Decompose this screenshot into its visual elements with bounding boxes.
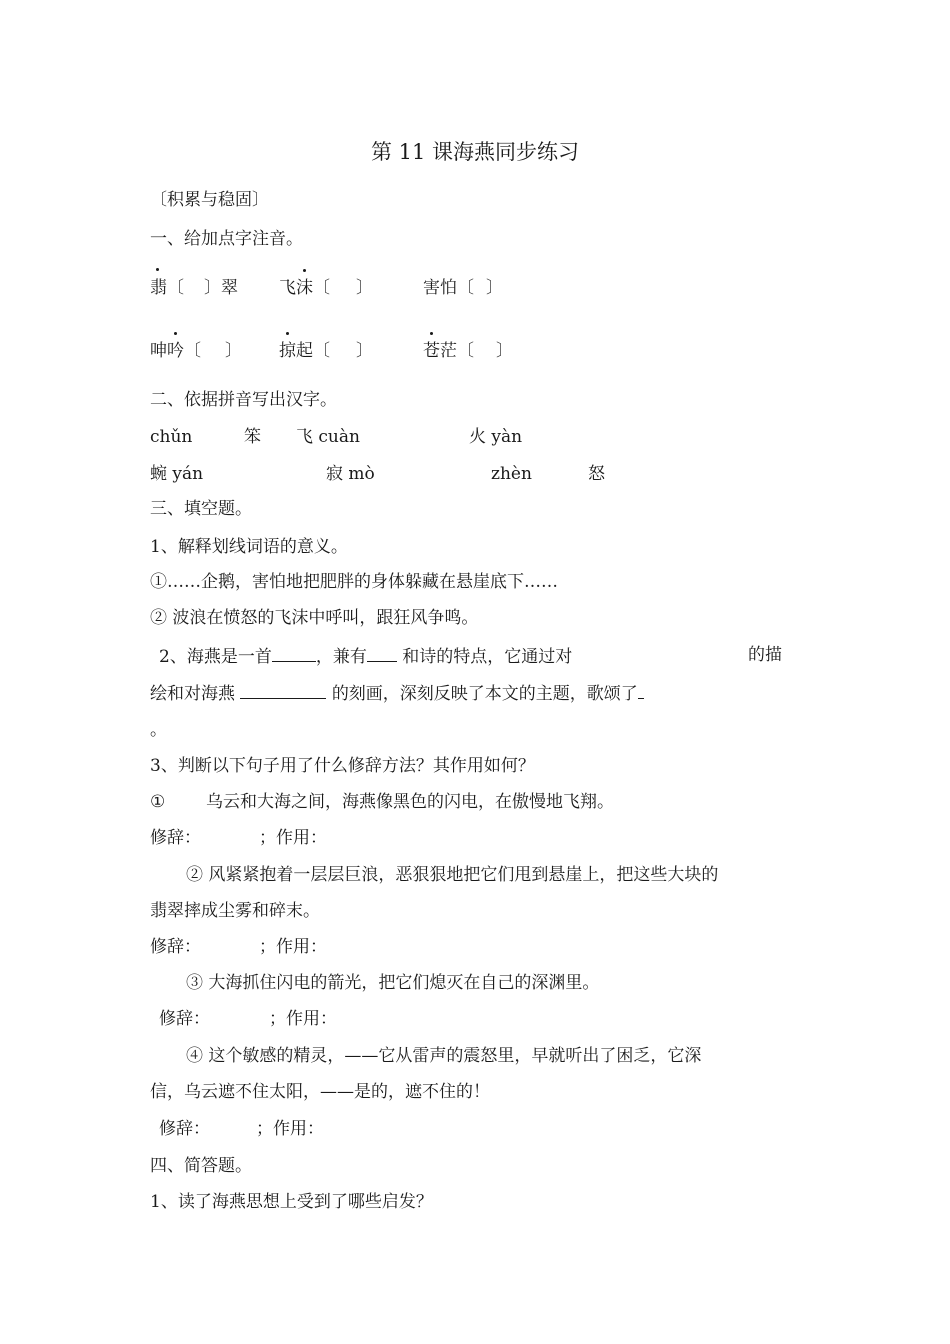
q3-sub1-a: ①……企鹅，害怕地把肥胖的身体躲藏在悬崖底下…… — [150, 572, 558, 592]
dotted-char: 沫 — [296, 278, 313, 298]
q1-heading: 一、给加点字注音。 — [150, 229, 303, 249]
effect-label: ；作用： — [269, 1009, 337, 1029]
pinyin-item: 怒 — [588, 464, 605, 484]
section-label: 〔积累与稳固〕 — [150, 190, 269, 210]
q1-item-5: 掠 起〔 〕 — [279, 340, 373, 362]
page-title: 第 11 课海燕同步练习 — [370, 140, 580, 164]
rhetoric-label: 修辞： — [159, 1009, 210, 1029]
answer-blank[interactable] — [240, 681, 326, 699]
q4-sub1: 1、读了海燕思想上受到了哪些启发？ — [150, 1192, 433, 1212]
sentence-3-line1: ③ 大海抓住闪电的箭光，把它们熄灭在自己的深渊里。 — [186, 973, 600, 993]
sentence-1: 乌云和大海之间，海燕像黑色的闪电，在傲慢地飞翔。 — [206, 792, 614, 812]
effect-label: ；作用： — [259, 828, 327, 848]
q1-item-6: 苍 茫〔 〕 — [423, 340, 513, 362]
pinyin-item: 寂 mò — [326, 464, 375, 484]
pinyin-item: chǔn — [150, 427, 193, 447]
rhetoric-label: 修辞： — [159, 1119, 210, 1139]
answer-blank[interactable] — [272, 644, 316, 662]
sentence-2-line2: 翡翠摔成尘雾和碎末。 — [150, 901, 320, 921]
emphasis-dot — [156, 268, 159, 271]
sentence-2-line1: ② 风紧紧抱着一层层巨浪，恶狠狠地把它们甩到悬崖上，把这些大块的 — [186, 865, 719, 885]
q3-sub1-b: ② 波浪在愤怒的飞沫中呼叫，跟狂风争鸣。 — [150, 608, 479, 628]
sentence-1-num: ① — [150, 792, 166, 812]
q2-heading: 二、依据拼音写出汉字。 — [150, 390, 337, 410]
pinyin-item: 蜿 yán — [150, 464, 204, 484]
q1-item-1: 翡 〔 〕翠 — [150, 277, 238, 299]
sentence-4-line2: 信，乌云遮不住太阳，——是的，遮不住的！ — [150, 1082, 490, 1102]
q3-heading: 三、填空题。 — [150, 499, 252, 519]
dotted-char: 翡 — [150, 278, 167, 298]
q3-sub2-line2: 绘和对海燕 的刻画，深刻反映了本文的主题，歌颂了 — [150, 681, 644, 705]
pinyin-item: 笨 — [244, 427, 261, 447]
dotted-char: 苍 — [423, 341, 440, 361]
q1-item-4: 呻吟 〔 〕 — [150, 340, 242, 362]
q1-item-2: 飞沫 〔 〕 — [279, 277, 373, 299]
pinyin-item: zhèn — [491, 464, 532, 484]
effect-label: ；作用： — [256, 1119, 324, 1139]
q3-sub3: 3、判断以下句子用了什么修辞方法？其作用如何？ — [150, 756, 535, 776]
q3-sub2-end: 。 — [150, 720, 167, 740]
q3-sub2-tail: 的描 — [748, 645, 782, 665]
effect-label: ；作用： — [259, 937, 327, 957]
q3-sub1: 1、解释划线词语的意义。 — [150, 537, 348, 557]
q4-heading: 四、简答题。 — [150, 1156, 252, 1176]
dotted-char: 吟 — [167, 341, 184, 361]
rhetoric-label: 修辞： — [150, 937, 201, 957]
sentence-4-line1: ④ 这个敏感的精灵，——它从雷声的震怒里，早就听出了困乏，它深 — [186, 1046, 702, 1066]
rhetoric-label: 修辞： — [150, 828, 201, 848]
q1-item-3: 害怕〔 〕 — [423, 278, 503, 298]
answer-blank[interactable] — [638, 681, 644, 699]
q3-sub2-line1: 2、海燕是一首 ，兼有 和诗的特点，它通过对 — [159, 644, 572, 668]
dotted-char: 掠 — [279, 341, 296, 361]
answer-blank[interactable] — [367, 644, 397, 662]
pinyin-item: 飞 cuàn — [296, 427, 360, 447]
pinyin-item: 火 yàn — [469, 427, 523, 447]
